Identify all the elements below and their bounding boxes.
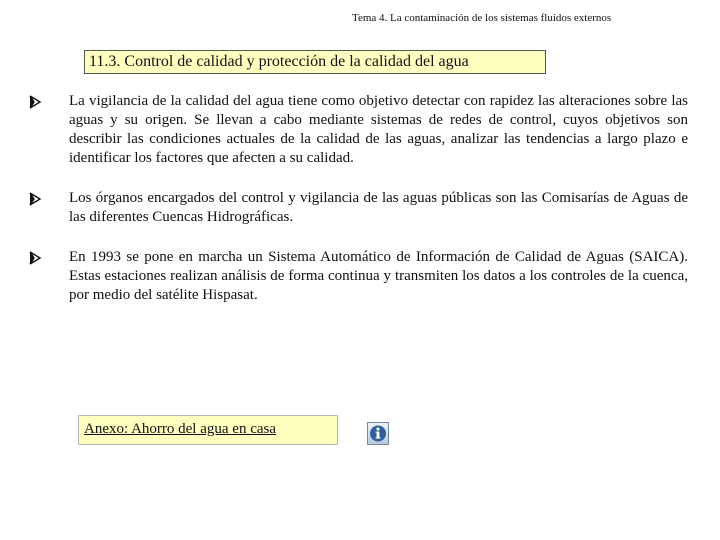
bullet-text: La vigilancia de la calidad del agua tiene como objetivo detectar con rapidez las alteraciones sobre las aguas y su origen. Se llevan a cabo mediante sistemas de redes de control, cuyos objetivos son describir las condiciones actuales de la calidad de las aguas, analizar las tendencias a largo plazo e identificar los factores que afecten a su calidad.	[69, 93, 688, 166]
bullet-item	[28, 189, 688, 227]
arrow-bullet-icon	[28, 192, 42, 206]
bullet-item	[28, 248, 688, 305]
bullet-text: Los órganos encargados del control y vigilancia de las aguas públicas son las Comisarías de Aguas de las diferentes Cuencas Hidrográficas.	[69, 190, 688, 225]
bullet-item	[28, 92, 688, 168]
info-icon	[368, 423, 388, 444]
page-header: Tema 4. La contaminación de los sistemas fluidos externos	[352, 12, 612, 24]
bullet-text: En 1993 se pone en marcha un Sistema Automático de Información de Calidad de Aguas (SAICA). Estas estaciones realizan análisis de forma continua y transmiten los datos a los controles de la cuenca, por medio del satélite Hispasat.	[69, 249, 688, 303]
annex-link-box[interactable]	[78, 415, 338, 445]
arrow-bullet-icon	[28, 251, 42, 265]
arrow-bullet-icon	[28, 95, 42, 109]
info-button[interactable]	[367, 422, 389, 445]
annex-link[interactable]: Anexo: Ahorro del agua en casa	[84, 421, 277, 437]
section-title: 11.3. Control de calidad y protección de la calidad del agua	[84, 50, 546, 74]
bullet-list	[28, 92, 688, 305]
